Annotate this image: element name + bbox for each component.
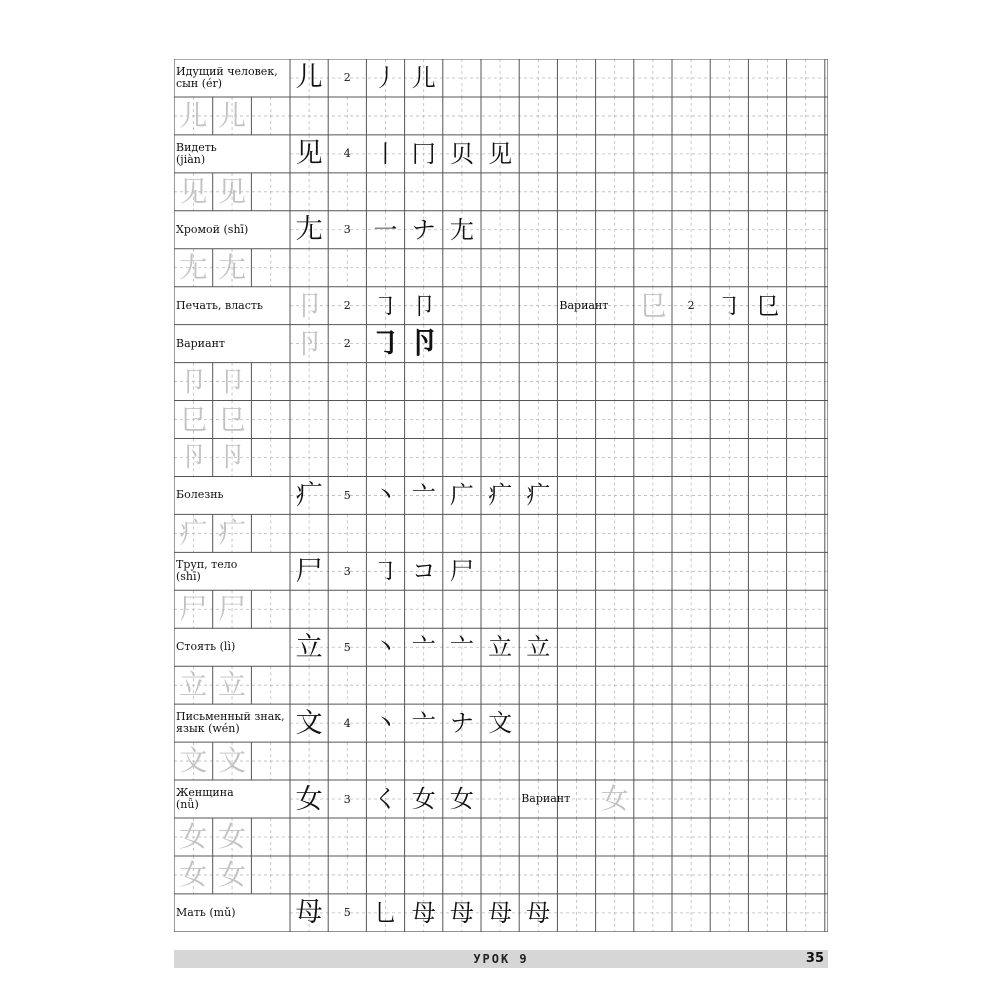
stroke-count: 5 (343, 906, 351, 920)
variant-character: 女 (600, 782, 629, 816)
stroke-step: ㇆ (373, 291, 398, 320)
variant-stroke-step: 㔾 (755, 291, 780, 320)
radical-label: Хромой (shī) (176, 222, 249, 236)
practice-character: 尸 (179, 592, 208, 626)
radical-label: Стоять (lì) (176, 640, 236, 654)
practice-character: 卩 (179, 364, 208, 398)
radical-label: Видеть (jiàn) (176, 140, 217, 166)
stroke-step: 立 (488, 633, 513, 662)
stroke-step: 疒 (526, 481, 551, 510)
stroke-count: 5 (343, 488, 351, 502)
stroke-count: 3 (343, 564, 351, 578)
practice-character: 卩 (218, 364, 247, 398)
stroke-step: 疒 (488, 481, 513, 510)
stroke-step: 女 (411, 785, 436, 814)
stroke-step: 尸 (449, 557, 474, 586)
radical-label: Мать (mǔ) (176, 905, 236, 919)
page-number: 35 (805, 951, 824, 966)
stroke-step: 亠 (411, 709, 436, 738)
stroke-count: 4 (343, 716, 351, 730)
practice-character: 儿 (218, 98, 247, 132)
character-practice-sheet (174, 59, 828, 932)
stroke-step: 乚 (373, 898, 398, 927)
stroke-step: 贝 (449, 139, 474, 168)
stroke-count: 2 (343, 299, 351, 313)
variant-label: Вариант (521, 792, 571, 806)
stroke-step: 卪 (408, 325, 439, 361)
practice-character: 女 (218, 819, 247, 853)
radical-character: 女 (295, 783, 323, 815)
stroke-step: 丿 (373, 63, 398, 92)
radical-character: 文 (295, 707, 323, 739)
stroke-step: く (373, 785, 398, 814)
grid-cells (174, 59, 828, 932)
radical-label: Болезнь (176, 488, 224, 502)
stroke-count: 4 (343, 147, 351, 161)
practice-character: 疒 (218, 516, 247, 550)
stroke-step: ㇆ (370, 325, 401, 361)
radical-label: Письменный знак, язык (wén) (176, 710, 285, 736)
practice-character: 㔾 (218, 402, 247, 436)
stroke-step: 卩 (411, 291, 436, 320)
radical-character: 疒 (295, 479, 323, 511)
footer-bar (174, 950, 828, 968)
lesson-title: УРОК 9 (473, 952, 529, 966)
stroke-count: 5 (343, 640, 351, 654)
stroke-step: 一 (373, 215, 398, 244)
practice-character: 㔾 (179, 402, 208, 436)
practice-character: 卪 (218, 440, 247, 474)
variant-stroke-count: 2 (687, 299, 695, 313)
stroke-step: ナ (449, 709, 474, 738)
stroke-step: 广 (449, 481, 474, 510)
stroke-step: 亠 (449, 633, 474, 662)
stroke-step: 亠 (411, 481, 436, 510)
practice-character: 女 (179, 857, 208, 891)
radical-character: 尢 (295, 214, 323, 246)
practice-character: 疒 (179, 516, 208, 550)
practice-character: 女 (179, 819, 208, 853)
radical-label: Вариант (176, 336, 225, 350)
stroke-step: 母 (526, 898, 551, 927)
stroke-step: 尢 (449, 215, 474, 244)
stroke-step: 亠 (411, 633, 436, 662)
stroke-step: 母 (488, 898, 513, 927)
practice-character: 立 (218, 668, 247, 702)
radical-label: Идущий человек, сын (ér) (176, 64, 278, 90)
radical-label: Печать, власть (176, 298, 263, 312)
stroke-step: 母 (411, 898, 436, 927)
stroke-count: 2 (343, 71, 351, 85)
stroke-step: 儿 (411, 63, 436, 92)
stroke-count: 3 (343, 792, 351, 806)
variant-label: Вариант (559, 298, 609, 312)
practice-character: 见 (218, 174, 247, 208)
stroke-step: 丨 (373, 139, 398, 168)
radical-label: Женщина (nǚ) (176, 786, 234, 812)
stroke-step: 立 (526, 633, 551, 662)
radical-character: 母 (295, 897, 323, 929)
practice-character: 尸 (218, 592, 247, 626)
stroke-step: コ (411, 557, 436, 586)
radical-character: 立 (295, 631, 323, 663)
radical-character: 卩 (295, 288, 324, 322)
stroke-step: 丶 (373, 633, 398, 662)
stroke-step: 女 (449, 785, 474, 814)
radical-character: 卪 (295, 326, 324, 360)
stroke-step: ㇆ (373, 557, 398, 586)
stroke-step: 母 (449, 898, 474, 927)
practice-character: 儿 (179, 98, 208, 132)
radical-character: 见 (295, 138, 323, 170)
practice-character: 立 (179, 668, 208, 702)
radical-character: 儿 (295, 62, 323, 94)
practice-character: 见 (179, 174, 208, 208)
radical-character: 尸 (295, 555, 323, 587)
variant-stroke-step: ㇆ (717, 291, 742, 320)
practice-character: 卪 (179, 440, 208, 474)
stroke-count: 3 (343, 223, 351, 237)
stroke-step: 丶 (373, 481, 398, 510)
practice-character: 尢 (179, 250, 208, 284)
stroke-step: 见 (488, 139, 513, 168)
practice-character: 文 (179, 744, 208, 778)
stroke-step: ナ (411, 215, 436, 244)
variant-character: 㔾 (638, 288, 667, 322)
stroke-step: 文 (488, 709, 513, 738)
stroke-count: 2 (343, 337, 351, 351)
stroke-step: 丶 (373, 709, 398, 738)
stroke-step: 冂 (411, 139, 436, 168)
practice-character: 文 (218, 744, 247, 778)
practice-character: 尢 (218, 250, 247, 284)
radical-label: Труп, тело (shī) (176, 558, 238, 584)
practice-character: 女 (218, 857, 247, 891)
